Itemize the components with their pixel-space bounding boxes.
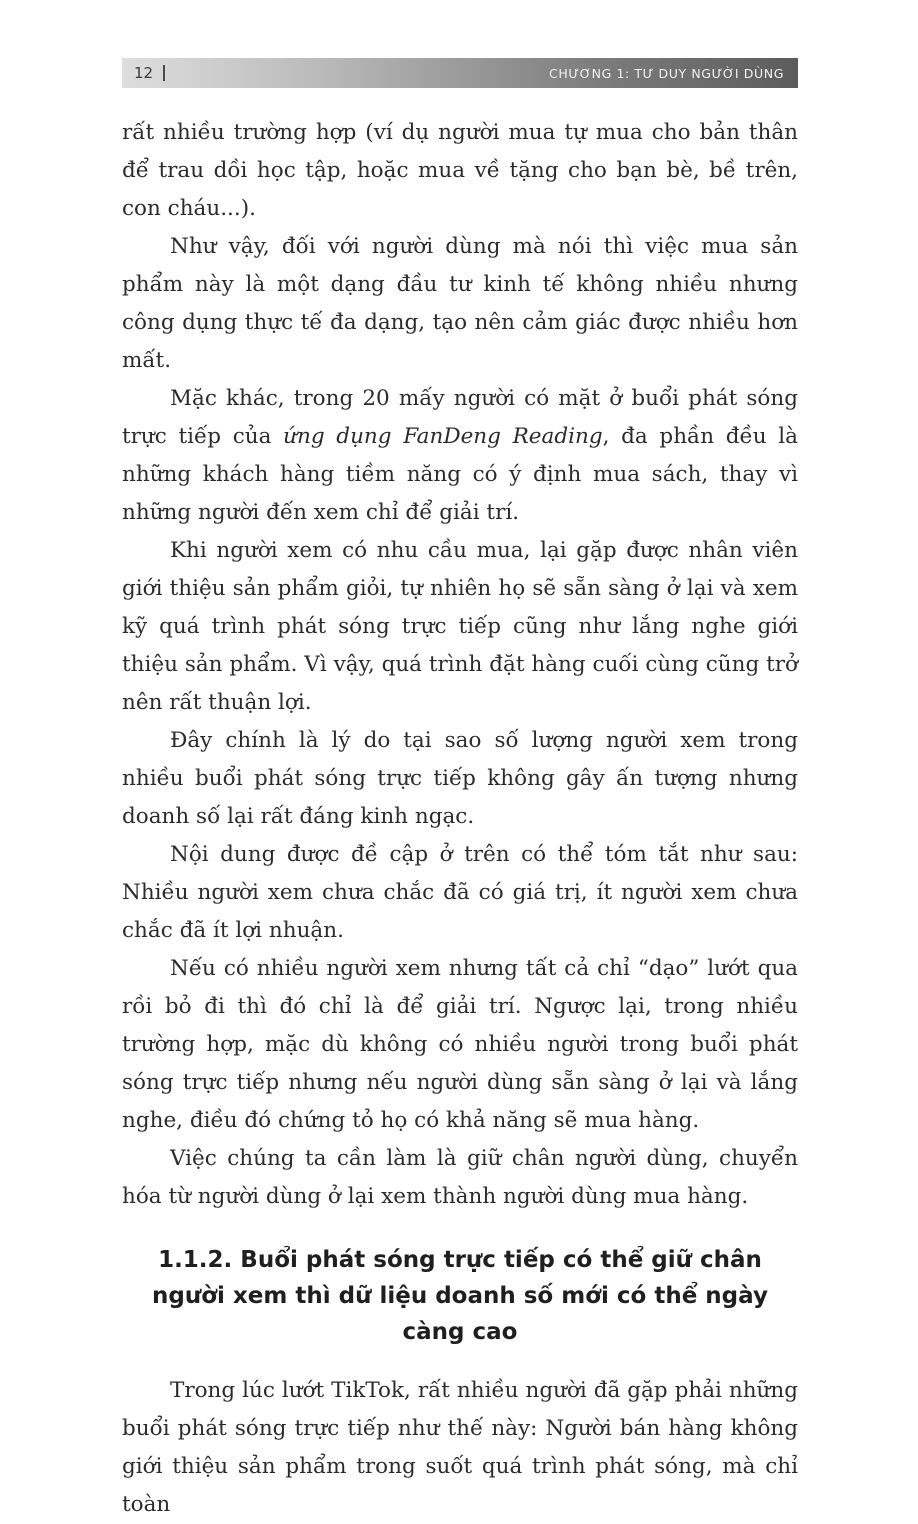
body-paragraph-9: Trong lúc lướt TikTok, rất nhiều người đã gặp phải những buổi phát sóng trực tiếp như thế này: Người bán hàng không giới thiệu sản phẩm trong suốt quá trình phát sóng, mà chỉ toàn (122, 1378, 798, 1517)
body-text (122, 114, 798, 1524)
body-paragraph-6: Nội dung được đề cập ở trên có thể tóm tắt như sau: Nhiều người xem chưa chắc đã có giá trị, ít người xem chưa chắc đã ít lợi nhuận. (122, 842, 798, 943)
paragraph-3-before: Mặc khác, trong 20 mấy người có mặt ở buổi phát sóng trực tiếp của (122, 386, 798, 449)
body-paragraph-5: Đây chính là lý do tại sao số lượng người xem trong nhiều buổi phát sóng trực tiếp không gây ấn tượng nhưng doanh số lại rất đáng kinh ngạc. (122, 728, 798, 829)
body-paragraph-3 (122, 380, 798, 532)
chapter-title: CHƯƠNG 1: TƯ DUY NGƯỜI DÙNG (549, 65, 784, 81)
body-paragraph-1: rất nhiều trường hợp (ví dụ người mua tự mua cho bản thân để trau dồi học tập, hoặc mua về tặng cho bạn bè, bề trên, con cháu...). (122, 120, 798, 221)
body-paragraph-4: Khi người xem có nhu cầu mua, lại gặp được nhân viên giới thiệu sản phẩm giỏi, tự nhiên họ sẽ sẵn sàng ở lại và xem kỹ quá trình phát sóng trực tiếp cũng như lắng nghe giới thiệu sản phẩm. Vì vậy, quá trình đặt hàng cuối cùng cũng trở nên rất thuận lợi. (122, 538, 798, 715)
header-separator (163, 65, 165, 81)
body-paragraph-2: Như vậy, đối với người dùng mà nói thì việc mua sản phẩm này là một dạng đầu tư kinh tế không nhiều nhưng công dụng thực tế đa dạng, tạo nên cảm giác được nhiều hơn mất. (122, 234, 798, 373)
paragraph-3-after: , đa phần đều là những khách hàng tiềm năng có ý định mua sách, thay vì những người đến xem chỉ để giải trí. (122, 424, 799, 525)
page-number-block (134, 64, 165, 82)
section-heading: 1.1.2. Buổi phát sóng trực tiếp có thể giữ chân người xem thì dữ liệu doanh số mới có thể ngày càng cao (152, 1247, 768, 1345)
running-header (122, 58, 798, 88)
body-paragraph-7: Nếu có nhiều người xem nhưng tất cả chỉ “dạo” lướt qua rồi bỏ đi thì đó chỉ là để giải trí. Ngược lại, trong nhiều trường hợp, mặc dù không có nhiều người trong buổi phát sóng trực tiếp nhưng nếu người dùng sẵn sàng ở lại và lắng nghe, điều đó chứng tỏ họ có khả năng sẽ mua hàng. (122, 956, 798, 1133)
paragraph-3-italic: ứng dụng FanDeng Reading (283, 424, 603, 449)
body-paragraph-8: Việc chúng ta cần làm là giữ chân người dùng, chuyển hóa từ người dùng ở lại xem thành người dùng mua hàng. (122, 1146, 798, 1209)
page-number: 12 (134, 64, 154, 82)
